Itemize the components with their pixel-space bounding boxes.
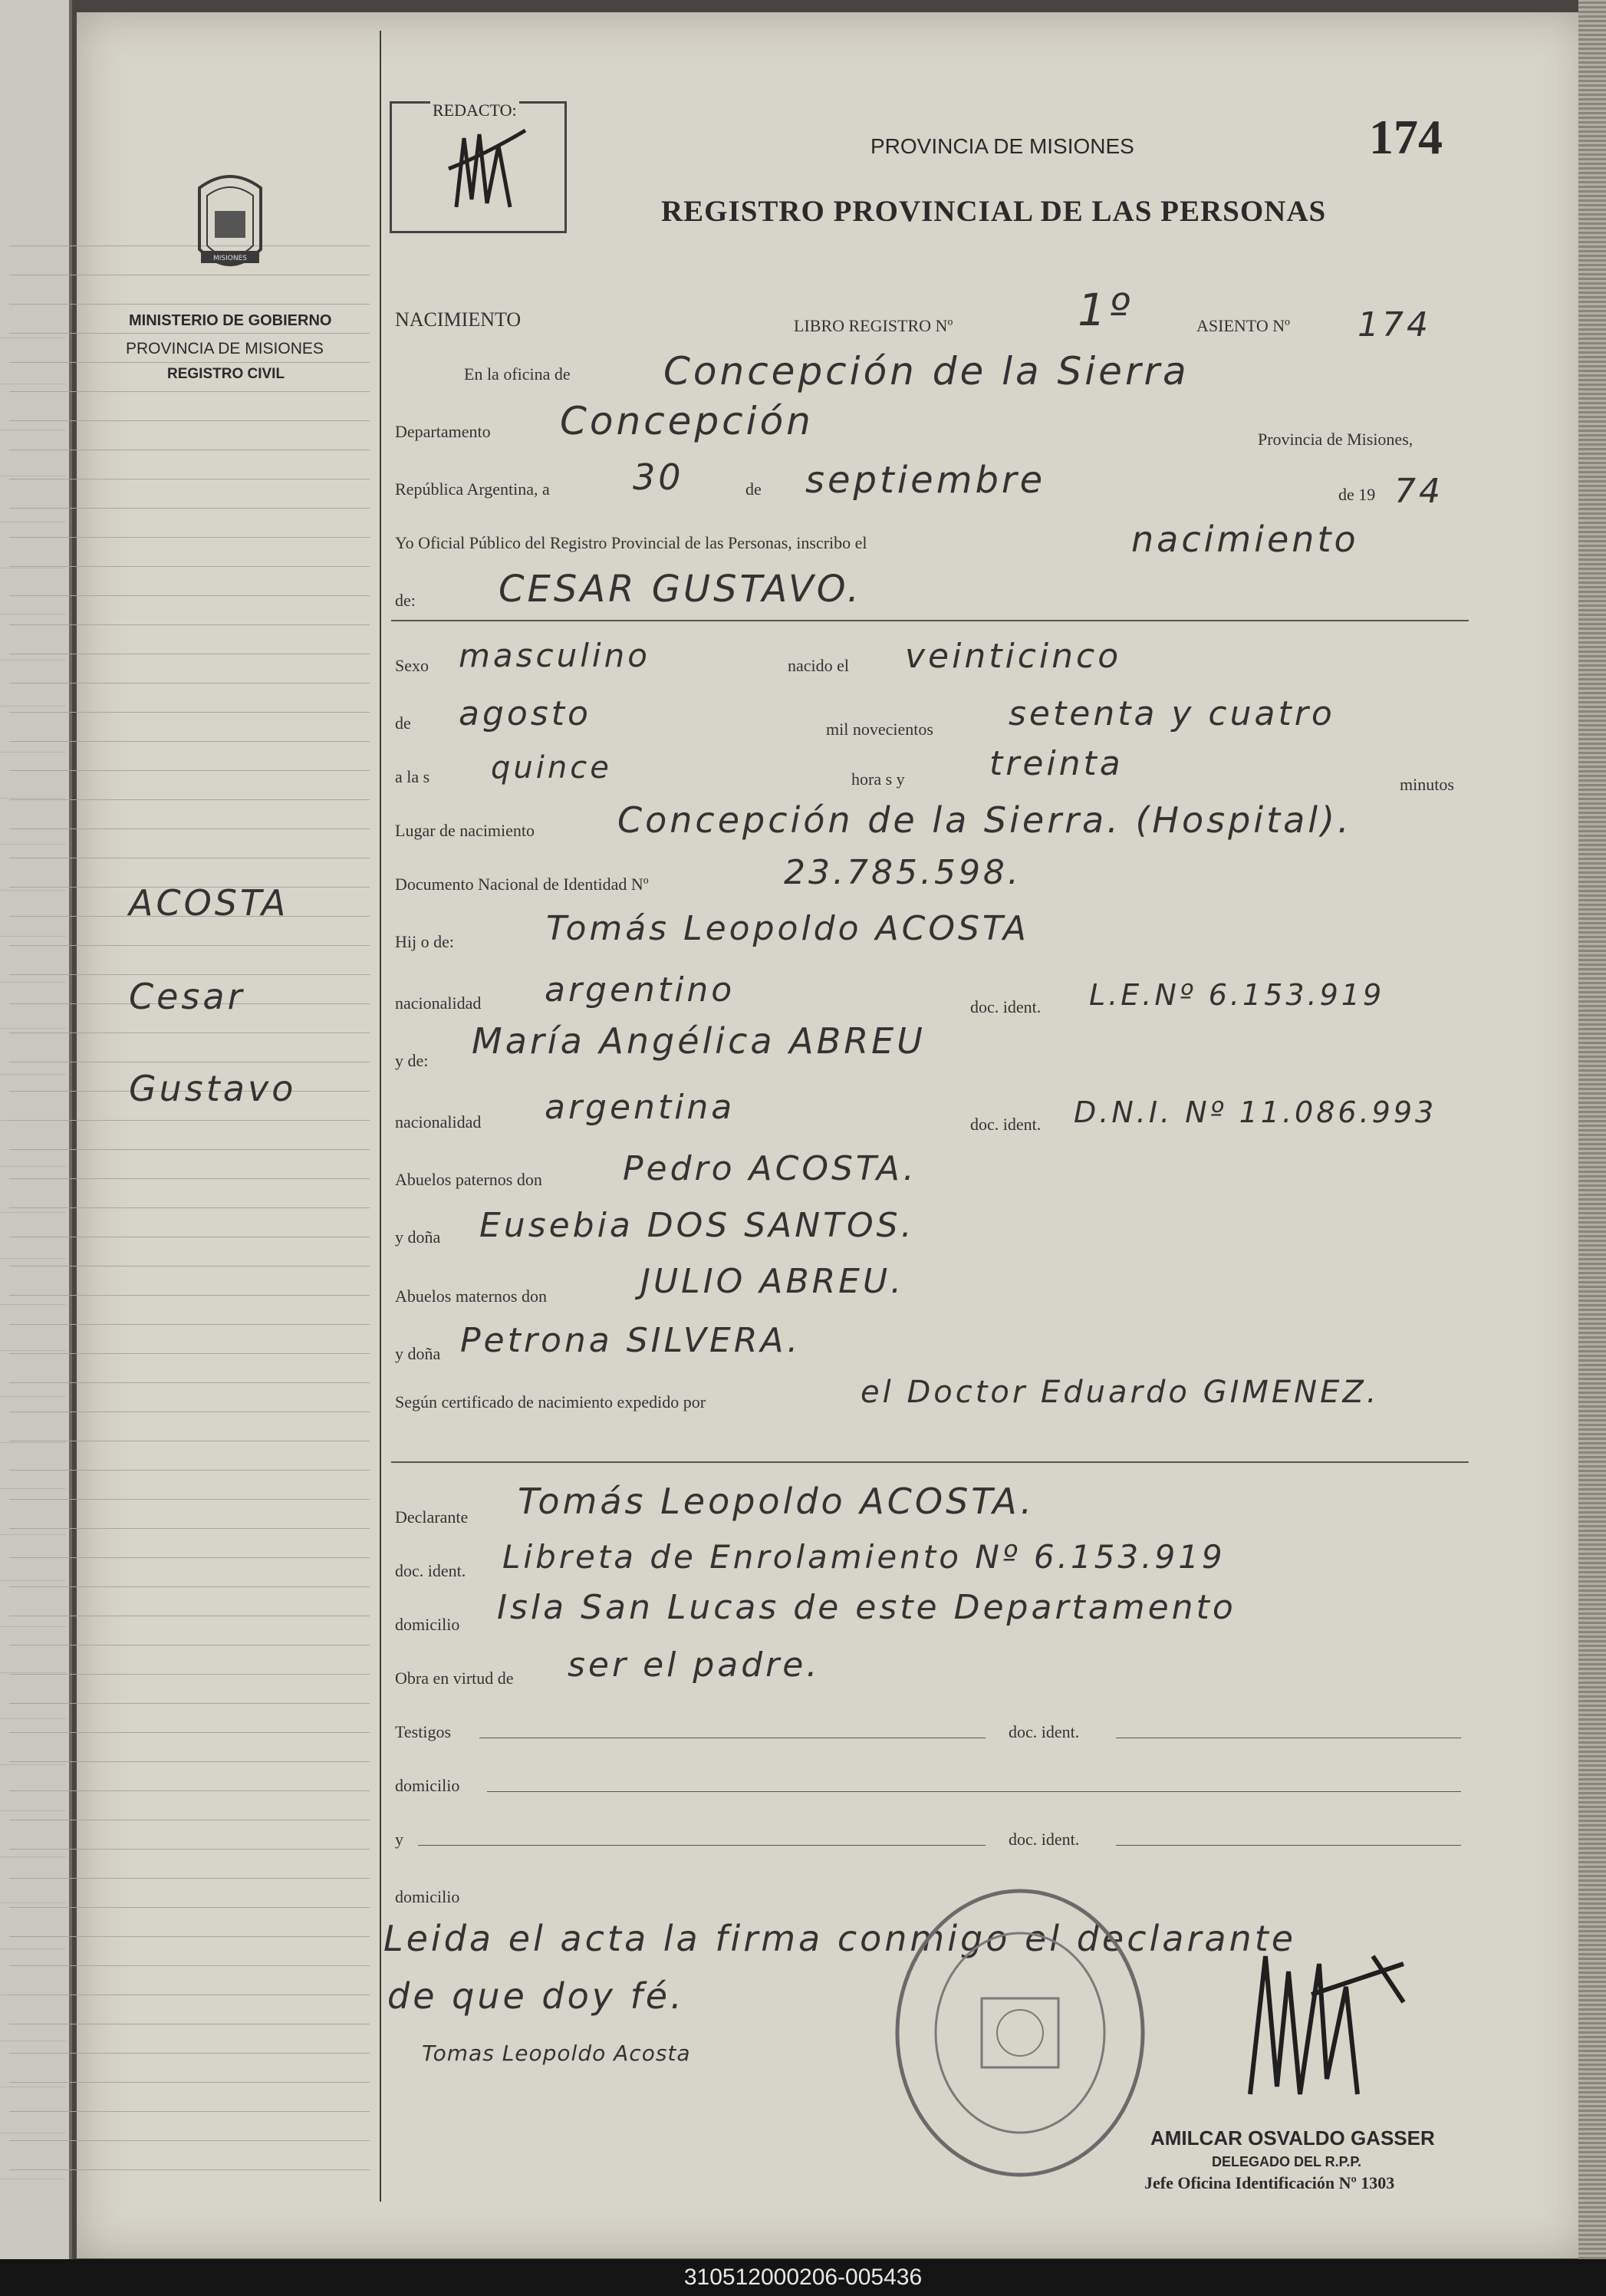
- book-page-edges: [1578, 0, 1606, 2259]
- republica-label: República Argentina, a: [395, 479, 550, 499]
- sidebar-first-name: Cesar: [129, 976, 245, 1017]
- previous-page-strip: [0, 0, 72, 2259]
- sidebar-rule: [9, 974, 370, 975]
- de2-label: de: [395, 713, 411, 733]
- madre-value: María Angélica ABREU: [472, 1020, 926, 1062]
- separator-line-2: [391, 1461, 1469, 1463]
- sidebar-surname: ACOSTA: [129, 882, 289, 924]
- sidebar-rule: [9, 1149, 370, 1150]
- minutos-value: treinta: [989, 744, 1124, 783]
- obra-value: ser el padre.: [568, 1645, 821, 1685]
- libro-label: LIBRO REGISTRO Nº: [794, 316, 953, 335]
- mil-label: mil novecientos: [826, 720, 933, 739]
- sidebar-rule: [9, 1878, 370, 1879]
- doc-madre-value: D.N.I. Nº 11.086.993: [1074, 1095, 1437, 1129]
- closing-line-1: Leida el acta la firma conmigo el declarante: [383, 1918, 1297, 1959]
- previous-page-rule: [0, 1396, 66, 1397]
- domicilio-value: Isla San Lucas de este Departamento: [497, 1588, 1236, 1627]
- domicilio-testigo1-line: [487, 1791, 1461, 1792]
- official-round-stamp: [890, 1883, 1150, 2182]
- departamento-label: Departamento: [395, 422, 491, 441]
- previous-page-rule: [0, 936, 66, 937]
- anio-label: de 19: [1338, 485, 1376, 504]
- abuela-materna-value: Petrona SILVERA.: [460, 1321, 801, 1360]
- previous-page-rule: [0, 1166, 66, 1167]
- doc-declarante-value: Libreta de Enrolamiento Nº 6.153.919: [502, 1538, 1226, 1576]
- nacido-label: nacido el: [788, 656, 850, 675]
- sidebar-rule: [9, 624, 370, 625]
- sidebar-rule: [9, 828, 370, 829]
- official-title: DELEGADO DEL R.P.P.: [1212, 2154, 1362, 2169]
- nacionalidad-madre-value: argentina: [545, 1088, 736, 1127]
- previous-page-rule: [0, 982, 66, 983]
- provincia-label: Provincia de Misiones,: [1258, 430, 1413, 449]
- sidebar-rule: [9, 362, 370, 363]
- previous-page-rule: [0, 1718, 66, 1719]
- doc-testigo2-label: doc. ident.: [1009, 1830, 1080, 1849]
- declarante-value: Tomás Leopoldo ACOSTA.: [518, 1481, 1035, 1522]
- previous-page-rule: [0, 752, 66, 753]
- sidebar-rule: [9, 1120, 370, 1121]
- yde-label: y de:: [395, 1051, 429, 1070]
- provincial-coat-of-arms-icon: [184, 165, 276, 280]
- sidebar-rule: [9, 2111, 370, 2112]
- previous-page-rule: [0, 1626, 66, 1627]
- sidebar-rule: [9, 1907, 370, 1908]
- oficina-value: Concepción de la Sierra: [663, 349, 1190, 394]
- asiento-value: 174: [1358, 305, 1431, 344]
- sidebar-rule: [9, 1382, 370, 1383]
- departamento-value: Concepción: [560, 399, 814, 443]
- nacionalidad-padre-value: argentino: [545, 970, 736, 1010]
- page-number: 174: [1369, 110, 1443, 164]
- previous-page-rule: [0, 890, 66, 891]
- oficina-label: En la oficina de: [464, 364, 571, 384]
- domicilio-label: domicilio: [395, 1615, 460, 1634]
- sidebar-rule: [9, 566, 370, 567]
- previous-page-rule: [0, 1212, 66, 1213]
- doc-testigo1-label: doc. ident.: [1009, 1722, 1080, 1741]
- sidebar-rule: [9, 741, 370, 742]
- doc-testigo2-line: [1116, 1845, 1461, 1846]
- sidebar-rule: [9, 304, 370, 305]
- redacto-signature: [426, 115, 533, 222]
- abuelos-paternos-label: Abuelos paternos don: [395, 1170, 542, 1189]
- previous-page-rule: [0, 1856, 66, 1857]
- sidebar-rule: [9, 1207, 370, 1208]
- sidebar-rule: [9, 537, 370, 538]
- sidebar-rule: [9, 1674, 370, 1675]
- sidebar-rule: [9, 1849, 370, 1850]
- column-divider: [380, 31, 381, 2202]
- previous-page-rule: [0, 1074, 66, 1075]
- previous-page-rule: [0, 1442, 66, 1443]
- doc-padre-label: doc. ident.: [970, 997, 1042, 1016]
- domicilio-testigo1-label: domicilio: [395, 1776, 460, 1795]
- mil-value: setenta y cuatro: [1009, 694, 1335, 733]
- official-office: Jefe Oficina Identificación Nº 1303: [1144, 2173, 1395, 2192]
- sidebar-rule: [9, 1353, 370, 1354]
- declarant-signature: Tomas Leopoldo Acosta: [422, 2041, 691, 2066]
- ministry-label: MINISTERIO DE GOBIERNO: [129, 312, 332, 329]
- sidebar-rule: [9, 1936, 370, 1937]
- previous-page-rule: [0, 1304, 66, 1305]
- lugar-label: Lugar de nacimiento: [395, 821, 535, 840]
- doc-declarante-label: doc. ident.: [395, 1561, 466, 1580]
- separator-line: [391, 620, 1469, 621]
- asiento-label: ASIENTO Nº: [1196, 316, 1290, 335]
- official-signature: [1219, 1941, 1419, 2110]
- closing-line-2: de que doy fé.: [387, 1975, 685, 2017]
- sidebar-rule: [9, 1528, 370, 1529]
- dni-label: Documento Nacional de Identidad Nº: [395, 875, 649, 894]
- testigos-label: Testigos: [395, 1722, 452, 1741]
- sidebar-rule: [9, 1499, 370, 1500]
- lugar-value: Concepción de la Sierra. (Hospital).: [617, 799, 1352, 841]
- doc-madre-label: doc. ident.: [970, 1115, 1042, 1134]
- record-type-label: NACIMIENTO: [395, 308, 522, 331]
- image-caption: 310512000206-005436: [0, 2259, 1606, 2296]
- sidebar-rule: [9, 2082, 370, 2083]
- previous-page-rule: [0, 844, 66, 845]
- sidebar-rule: [9, 2169, 370, 2170]
- previous-page-rule: [0, 1580, 66, 1581]
- certificado-value: el Doctor Eduardo GIMENEZ.: [861, 1375, 1380, 1410]
- abuelos-paternos-value: Pedro ACOSTA.: [623, 1149, 917, 1188]
- mes-value: septiembre: [805, 459, 1046, 502]
- sidebar-rule: [9, 391, 370, 392]
- sidebar-rule: [9, 1470, 370, 1471]
- sidebar-rule: [9, 712, 370, 713]
- nacionalidad-madre-label: nacionalidad: [395, 1112, 482, 1132]
- sidebar-rule: [9, 2140, 370, 2141]
- sidebar-rule: [9, 420, 370, 421]
- previous-page-rule: [0, 1258, 66, 1259]
- sidebar-second-name: Gustavo: [129, 1068, 297, 1109]
- previous-page-rule: [0, 706, 66, 707]
- sidebar-rule: [9, 1557, 370, 1558]
- nombre-value: CESAR GUSTAVO.: [499, 568, 862, 611]
- previous-page-rule: [0, 1672, 66, 1673]
- sidebar-rule: [9, 595, 370, 596]
- sidebar-rule: [9, 770, 370, 771]
- svg-text:MISIONES: MISIONES: [212, 255, 248, 262]
- abuelos-maternos-label: Abuelos maternos don: [395, 1286, 547, 1306]
- sidebar-rule: [9, 1266, 370, 1267]
- previous-page-rule: [0, 1764, 66, 1765]
- domicilio-testigo2-label: domicilio: [395, 1887, 460, 1906]
- sidebar-rule: [9, 1178, 370, 1179]
- inscribo-value: nacimiento: [1131, 519, 1359, 560]
- sidebar-rule: [9, 1965, 370, 1966]
- previous-page-rule: [0, 1488, 66, 1489]
- dia-value: 30: [633, 456, 684, 498]
- yDona-materna-label: y doña: [395, 1344, 441, 1363]
- sidebar-rule: [9, 1703, 370, 1704]
- sidebar-rule: [9, 1790, 370, 1791]
- doc-padre-value: L.E.Nº 6.153.919: [1089, 978, 1385, 1012]
- sidebar-rule: [9, 1586, 370, 1587]
- sexo-value: masculino: [459, 637, 650, 674]
- sidebar-rule: [9, 1295, 370, 1296]
- padre-value: Tomás Leopoldo ACOSTA: [546, 909, 1029, 948]
- previous-page-rule: [0, 1350, 66, 1351]
- certificado-label: Según certificado de nacimiento expedido por: [395, 1392, 706, 1412]
- previous-page-rule: [0, 1948, 66, 1949]
- official-name: AMILCAR OSVALDO GASSER: [1150, 2126, 1435, 2149]
- dni-value: 23.785.598.: [784, 853, 1022, 892]
- sidebar-rule: [9, 1324, 370, 1325]
- abuelos-maternos-value: JULIO ABREU.: [640, 1262, 905, 1301]
- alas-label: a la s: [395, 767, 430, 786]
- de-nombre-label: de:: [395, 591, 416, 610]
- sidebar-province-label: PROVINCIA DE MISIONES: [126, 340, 324, 357]
- sidebar-rule: [9, 945, 370, 946]
- previous-page-rule: [0, 1902, 66, 1903]
- nacionalidad-padre-label: nacionalidad: [395, 993, 482, 1013]
- de-label: de: [745, 479, 762, 499]
- header-province: PROVINCIA DE MISIONES: [870, 134, 1134, 158]
- previous-page-rule: [0, 1810, 66, 1811]
- y-label: y: [395, 1830, 403, 1849]
- sexo-label: Sexo: [395, 656, 429, 675]
- anio-value: 74: [1394, 472, 1443, 511]
- yo-oficial-label: Yo Oficial Público del Registro Provincial de las Personas, inscribo el: [395, 533, 867, 552]
- sidebar-rule: [9, 333, 370, 334]
- sidebar-rule: [9, 683, 370, 684]
- sidebar-rule: [9, 1761, 370, 1762]
- redacto-label: REDACTO:: [430, 100, 519, 120]
- hijo-label: Hij o de:: [395, 932, 454, 951]
- sidebar-rule: [9, 799, 370, 800]
- sidebar-rule: [9, 508, 370, 509]
- hora-label: hora s y: [851, 769, 905, 789]
- header-registry: REGISTRO PROVINCIAL DE LAS PERSONAS: [661, 195, 1327, 228]
- abuela-paterna-value: Eusebia DOS SANTOS.: [479, 1206, 915, 1245]
- sidebar-rule: [9, 2053, 370, 2054]
- libro-value: 1º: [1078, 284, 1134, 336]
- previous-page-rule: [0, 798, 66, 799]
- minutos-label: minutos: [1400, 775, 1454, 794]
- hora-value: quince: [491, 750, 612, 786]
- sidebar-registry-label: REGISTRO CIVIL: [167, 366, 285, 382]
- nacido-value: veinticinco: [905, 637, 1122, 676]
- testigo2-line: [418, 1845, 986, 1846]
- mes2-value: agosto: [459, 694, 591, 733]
- declarante-label: Declarante: [395, 1507, 469, 1527]
- yDona-paterna-label: y doña: [395, 1227, 441, 1247]
- previous-page-rule: [0, 1028, 66, 1029]
- previous-page-rule: [0, 1534, 66, 1535]
- sidebar-rule: [9, 1732, 370, 1733]
- obra-label: Obra en virtud de: [395, 1668, 514, 1688]
